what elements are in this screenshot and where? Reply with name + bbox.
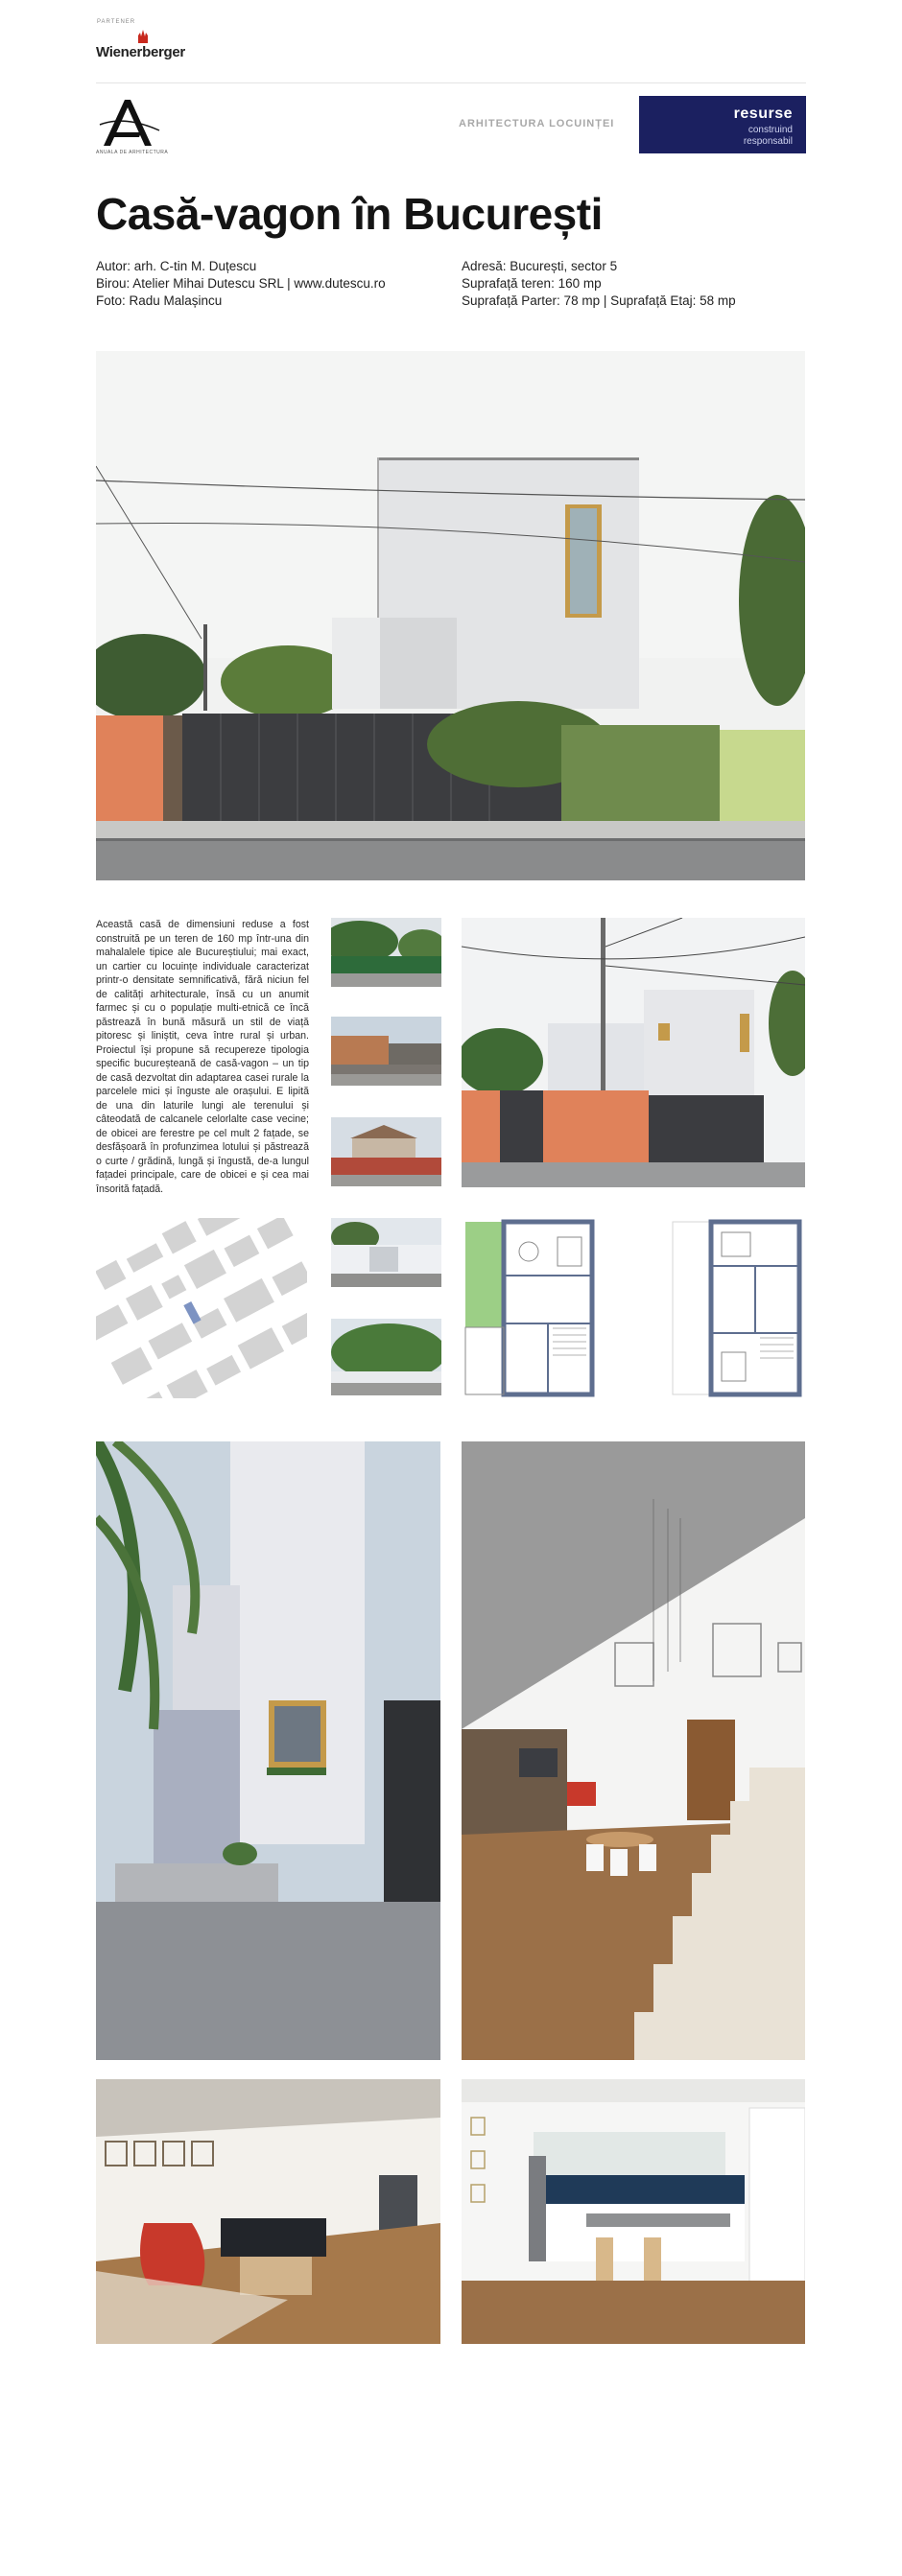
resurse-brand: resurse bbox=[733, 105, 793, 122]
living-room-photo[interactable] bbox=[96, 2079, 440, 2344]
header-divider bbox=[96, 82, 806, 83]
category-label[interactable]: ARHITECTURA LOCUINȚEI bbox=[459, 118, 615, 129]
thumbnail-street-3[interactable] bbox=[331, 1117, 441, 1186]
article-body: Această casă de dimensiuni reduse a fost construită pe un teren de 160 mp într-una din mahalalele tipice ale Bucureștiului; mai exact, un cartier cu locuințe individuale caracterizat printr-o densitate semnificativă, fără niciun fel de calități arhitecturale, însă cu un anumit farmec și cu o populație multi-etnică ce încă păstrează în bună măsură un stil de viață pitoresc și liniștit, ceva între rural și urban. Proiectul își propune să recupereze tipologia specific bucureșteană de casă-vagon – un tip de casă dezvoltat din adaptarea casei rurale la parcelele mici și înguste ale orașului. E lipită de una din laturile lungi ale terenului și câteodată de calcanele celorlalte case vecine; de obicei are ferestre pe cel mult 2 fațade, se desfășoară în profunzimea lotului și păstrează o curte / grădină, lungă și îngustă, de-a lungul fațadei principale, care de obicei e și cea mai însorită fațadă. bbox=[96, 919, 309, 1195]
anuala-arhitectura-logo[interactable] bbox=[96, 96, 169, 157]
meta-photo: Foto: Radu Malașincu bbox=[96, 293, 223, 308]
partner-caption: PARTENER bbox=[97, 19, 136, 25]
aa-mark-icon bbox=[96, 96, 163, 148]
kitchen-photo[interactable] bbox=[462, 2079, 805, 2344]
thumbnail-street-2[interactable] bbox=[331, 1017, 441, 1086]
hero-facade-photo[interactable] bbox=[96, 351, 805, 880]
thumbnail-street-5[interactable] bbox=[331, 1319, 441, 1395]
ground-floor-plan[interactable] bbox=[462, 1218, 598, 1398]
aa-caption: ANUALA DE ARHITECTURA bbox=[96, 150, 169, 155]
meta-address: Adresă: București, sector 5 bbox=[462, 259, 618, 273]
wienerberger-flame-icon bbox=[134, 27, 152, 44]
wienerberger-logo[interactable] bbox=[96, 27, 197, 61]
courtyard-photo[interactable] bbox=[96, 1441, 440, 2060]
thumbnail-street-4[interactable] bbox=[331, 1218, 441, 1287]
thumbnail-street-1[interactable] bbox=[331, 918, 441, 987]
resurse-tagline-1: construind bbox=[748, 125, 793, 135]
site-plan[interactable] bbox=[96, 1218, 307, 1398]
wienerberger-wordmark: Wienerberger bbox=[96, 44, 185, 60]
meta-land-area: Suprafață teren: 160 mp bbox=[462, 276, 602, 291]
meta-office: Birou: Atelier Mihai Dutescu SRL | www.dutescu.ro bbox=[96, 276, 386, 291]
resurse-banner[interactable] bbox=[639, 96, 806, 153]
side-view-photo[interactable] bbox=[462, 918, 805, 1187]
article-title: Casă-vagon în București bbox=[96, 189, 603, 239]
meta-facts bbox=[462, 258, 736, 310]
meta-credits bbox=[96, 258, 386, 310]
upper-floor-plan[interactable] bbox=[669, 1218, 805, 1398]
resurse-tagline-2: responsabil bbox=[743, 136, 793, 147]
staircase-interior-photo[interactable] bbox=[462, 1441, 805, 2060]
meta-floor-areas: Suprafață Parter: 78 mp | Suprafață Etaj: 58 mp bbox=[462, 293, 736, 308]
meta-author: Autor: arh. C-tin M. Duțescu bbox=[96, 259, 257, 273]
